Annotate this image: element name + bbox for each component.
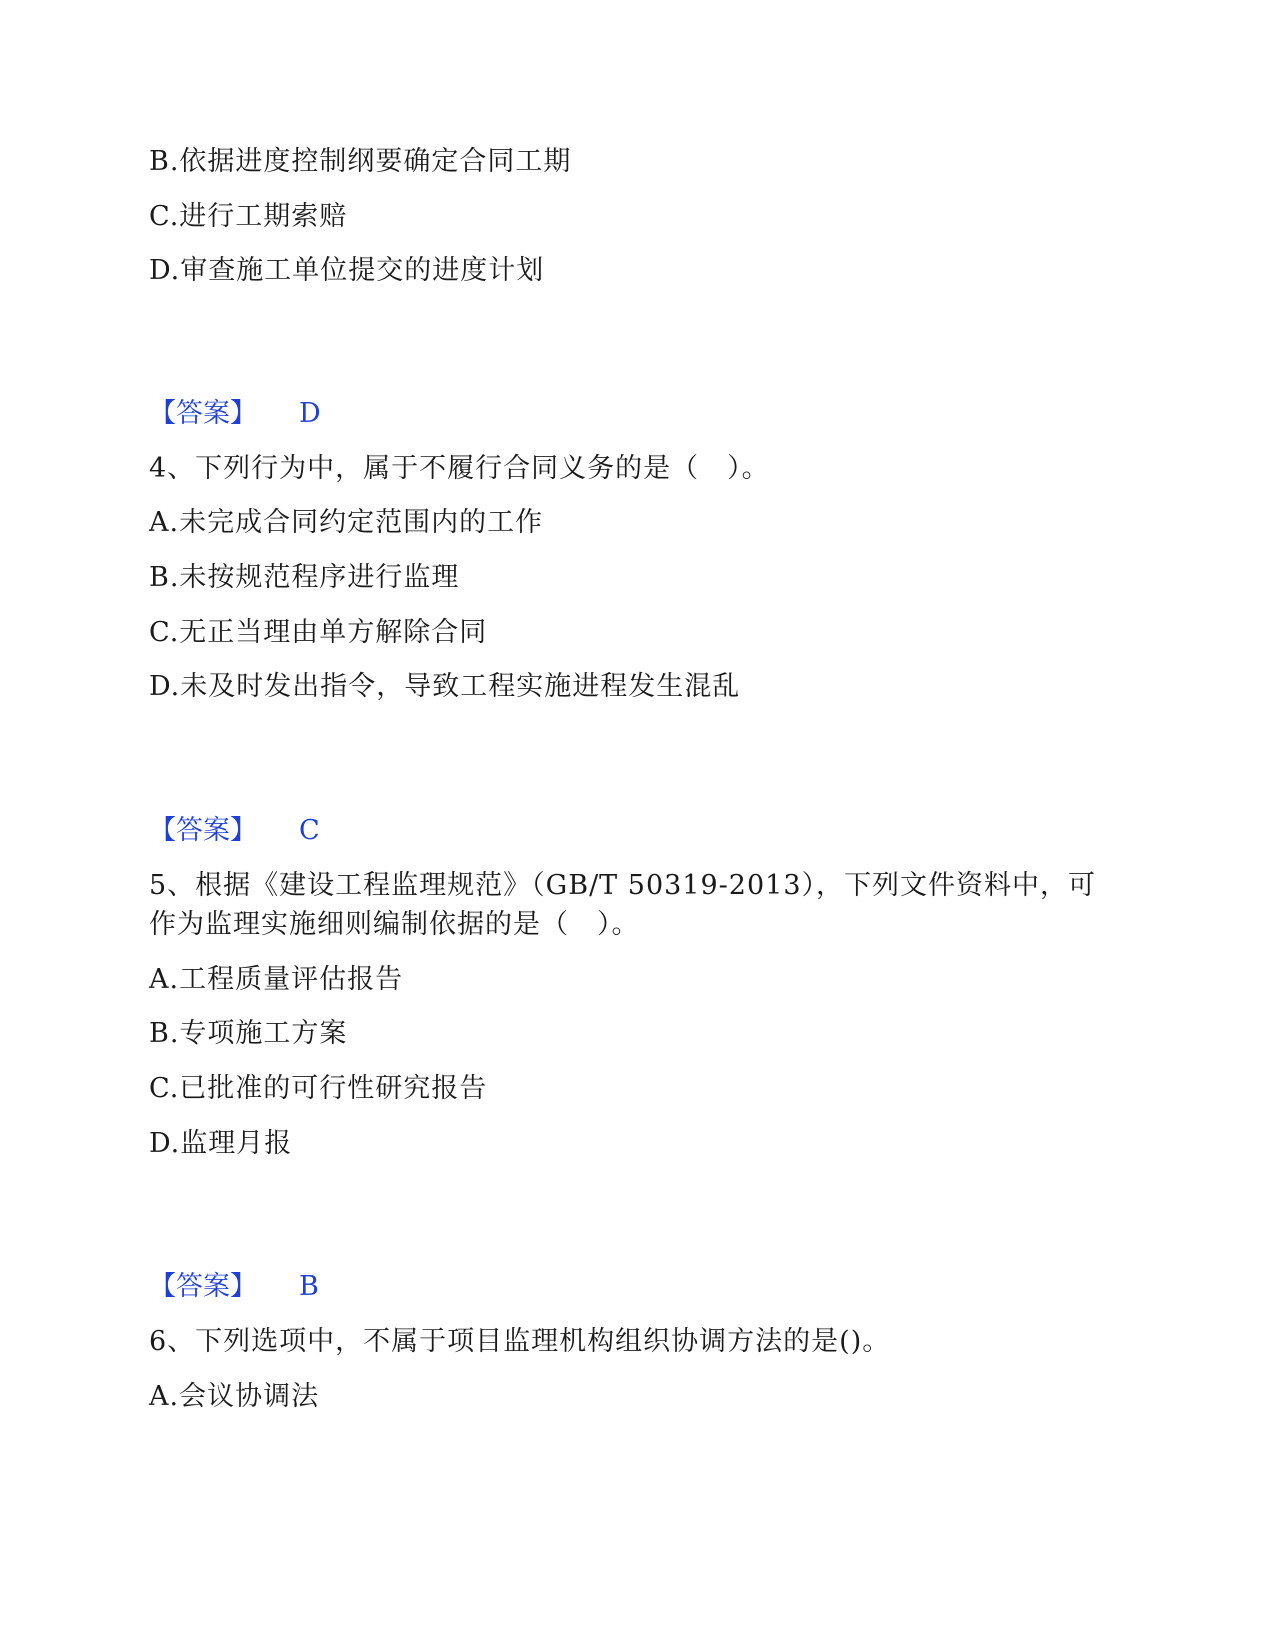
q4-option-c: C.无正当理由单方解除合同 (149, 617, 488, 648)
q5-option-d: D.监理月报 (149, 1128, 293, 1159)
answer-value: C (299, 815, 320, 846)
q6-option-a: A.会议协调法 (149, 1381, 320, 1412)
q4-answer (149, 814, 320, 848)
answer-value: D (299, 398, 321, 429)
q4-option-b: B.未按规范程序进行监理 (149, 562, 460, 593)
q3-answer (149, 397, 321, 431)
q4-option-d: D.未及时发出指令，导致工程实施进程发生混乱 (149, 671, 741, 702)
q6-stem: 6、下列选项中，不属于项目监理机构组织协调方法的是()。 (149, 1326, 891, 1357)
answer-label: 【答案】 (149, 398, 257, 429)
q5-stem-line2: 作为监理实施细则编制依据的是（ ）。 (149, 909, 640, 940)
answer-label: 【答案】 (149, 815, 257, 846)
q5-option-c: C.已批准的可行性研究报告 (149, 1073, 488, 1104)
q3-option-c: C.进行工期索赔 (149, 201, 348, 232)
q5-option-b: B.专项施工方案 (149, 1018, 348, 1049)
q3-option-d: D.审查施工单位提交的进度计划 (149, 255, 545, 286)
q5-option-a: A.工程质量评估报告 (149, 964, 404, 995)
q4-stem: 4、下列行为中，属于不履行合同义务的是（ ）。 (149, 453, 770, 484)
q3-option-b: B.依据进度控制纲要确定合同工期 (149, 146, 572, 177)
q5-stem-line1: 5、根据《建设工程监理规范》（GB/T 50319-2013），下列文件资料中，可 (149, 870, 1097, 901)
q4-option-a: A.未完成合同约定范围内的工作 (149, 507, 544, 538)
answer-value: B (299, 1271, 319, 1302)
answer-label: 【答案】 (149, 1271, 257, 1302)
q5-answer (149, 1270, 319, 1304)
